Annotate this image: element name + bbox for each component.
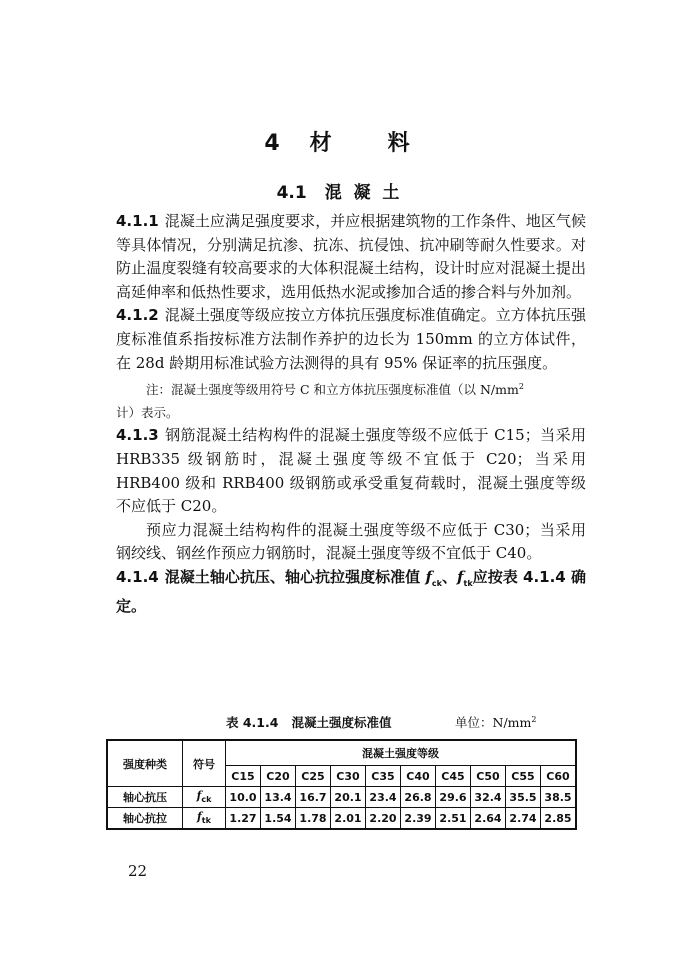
chapter-heading [0, 126, 676, 157]
section-number: 4.1 [276, 183, 307, 203]
clause-text: 钢筋混凝土结构构件的混凝土强度等级不应低于 C15；当采用 HRB335 级钢筋时，混凝土强度等级不宜低于 C20；当采用 HRB400 级和 RRB400 级钢筋或承受重复荷载时，混凝土强度等级不应低于 C20。 [116, 426, 586, 516]
clause-text-end: 应按表 4.1.4 确定。 [116, 567, 586, 616]
grade-cell: C30 [331, 766, 366, 787]
row-kind: 轴心抗拉 [107, 808, 183, 830]
note-superscript: 2 [518, 382, 524, 392]
paragraph-4-1-1 [116, 210, 586, 304]
value-cell: 2.01 [331, 808, 366, 830]
note-text-end: 计）表示。 [116, 405, 179, 421]
separator: 、 [441, 567, 458, 586]
chapter-title-part-2: 料 [387, 131, 412, 156]
value-cell: 2.39 [401, 808, 436, 830]
page-number: 22 [128, 862, 148, 880]
symbol-subscript: ck [431, 578, 442, 588]
row-symbol [183, 787, 226, 808]
header-symbol: 符号 [183, 740, 226, 787]
clause-number: 4.1.2 [116, 306, 159, 325]
value-cell: 10.0 [226, 787, 261, 808]
value-cell: 1.78 [296, 808, 331, 830]
row-kind: 轴心抗压 [107, 787, 183, 808]
value-cell: 1.54 [261, 808, 296, 830]
value-cell: 38.5 [541, 787, 577, 808]
clause-text: 预应力混凝土结构构件的混凝土强度等级不应低于 C30；当采用钢绞线、钢丝作预应力钢筋时，混凝土强度等级不宜低于 C40。 [116, 520, 586, 563]
value-cell: 32.4 [471, 787, 506, 808]
grade-cell: C35 [366, 766, 401, 787]
section-title: 混 凝 土 [324, 183, 400, 203]
value-cell: 2.85 [541, 808, 577, 830]
section-heading [0, 178, 676, 203]
table-unit-superscript: 2 [531, 714, 537, 724]
chapter-number: 4 [264, 131, 282, 156]
value-cell: 2.64 [471, 808, 506, 830]
clause-text: 混凝土应满足强度要求，并应根据建筑物的工作条件、地区气候等具体情况，分别满足抗渗、抗冻、抗侵蚀、抗冲刷等耐久性要求。对防止温度裂缝有较高要求的大体积混凝土结构，设计时应对混凝土提出高延伸率和低热性要求，选用低热水泥或掺加合适的掺合料与外加剂。 [116, 212, 586, 301]
value-cell: 26.8 [401, 787, 436, 808]
table-row [107, 787, 576, 808]
value-cell: 29.6 [436, 787, 471, 808]
grade-cell: C25 [296, 766, 331, 787]
value-cell: 16.7 [296, 787, 331, 808]
row-symbol [183, 808, 226, 830]
header-grade: 混凝土强度等级 [226, 740, 577, 766]
chapter-title-part-1: 材 [309, 131, 334, 156]
clause-text: 混凝土强度等级应按立方体抗压强度标准值确定。立方体抗压强度标准值系指按标准方法制作养护的边长为 150mm 的立方体试件，在 28d 龄期用标准试验方法测得的具有 95% 保证率的抗压强度。 [116, 306, 586, 372]
body-text [116, 210, 586, 619]
grade-cell: C45 [436, 766, 471, 787]
header-kind: 强度种类 [107, 740, 183, 787]
grade-cell: C50 [471, 766, 506, 787]
value-cell: 2.51 [436, 808, 471, 830]
note-continued [116, 402, 586, 424]
value-cell: 1.27 [226, 808, 261, 830]
value-cell: 2.74 [506, 808, 541, 830]
symbol-f: f [457, 567, 464, 586]
note [116, 376, 586, 401]
grade-cell: C60 [541, 766, 577, 787]
table-header-row [107, 740, 576, 766]
paragraph-4-1-2 [116, 304, 586, 375]
clause-number: 4.1.4 [116, 567, 159, 586]
clause-text: 混凝土轴心抗压、轴心抗拉强度标准值 [164, 567, 421, 586]
value-cell: 23.4 [366, 787, 401, 808]
row-symbol-f: f [196, 789, 202, 803]
table-unit [455, 713, 536, 731]
table-row [107, 808, 576, 830]
strength-table [106, 739, 577, 830]
row-symbol-subscript: tk [201, 816, 211, 826]
row-symbol-subscript: ck [201, 795, 212, 805]
note-text: 注：混凝土强度等级用符号 C 和立方体抗压强度标准值（以 N/mm [146, 382, 519, 398]
row-symbol-f: f [197, 810, 202, 824]
table-unit-text: 单位：N/mm [455, 715, 532, 730]
value-cell: 20.1 [331, 787, 366, 808]
table-title: 表 4.1.4 混凝土强度标准值 [226, 715, 392, 730]
grade-cell: C20 [261, 766, 296, 787]
grade-cell: C40 [401, 766, 436, 787]
paragraph-4-1-3-b [116, 519, 586, 566]
grade-cell: C15 [226, 766, 261, 787]
value-cell: 35.5 [506, 787, 541, 808]
value-cell: 13.4 [261, 787, 296, 808]
clause-number: 4.1.1 [116, 212, 159, 230]
symbol-f: f [425, 567, 432, 586]
paragraph-4-1-4 [116, 566, 586, 619]
symbol-subscript: tk [463, 578, 473, 588]
clause-number: 4.1.3 [116, 426, 159, 445]
grade-cell: C55 [506, 766, 541, 787]
value-cell: 2.20 [366, 808, 401, 830]
paragraph-4-1-3 [116, 424, 586, 518]
table-caption [226, 713, 586, 731]
